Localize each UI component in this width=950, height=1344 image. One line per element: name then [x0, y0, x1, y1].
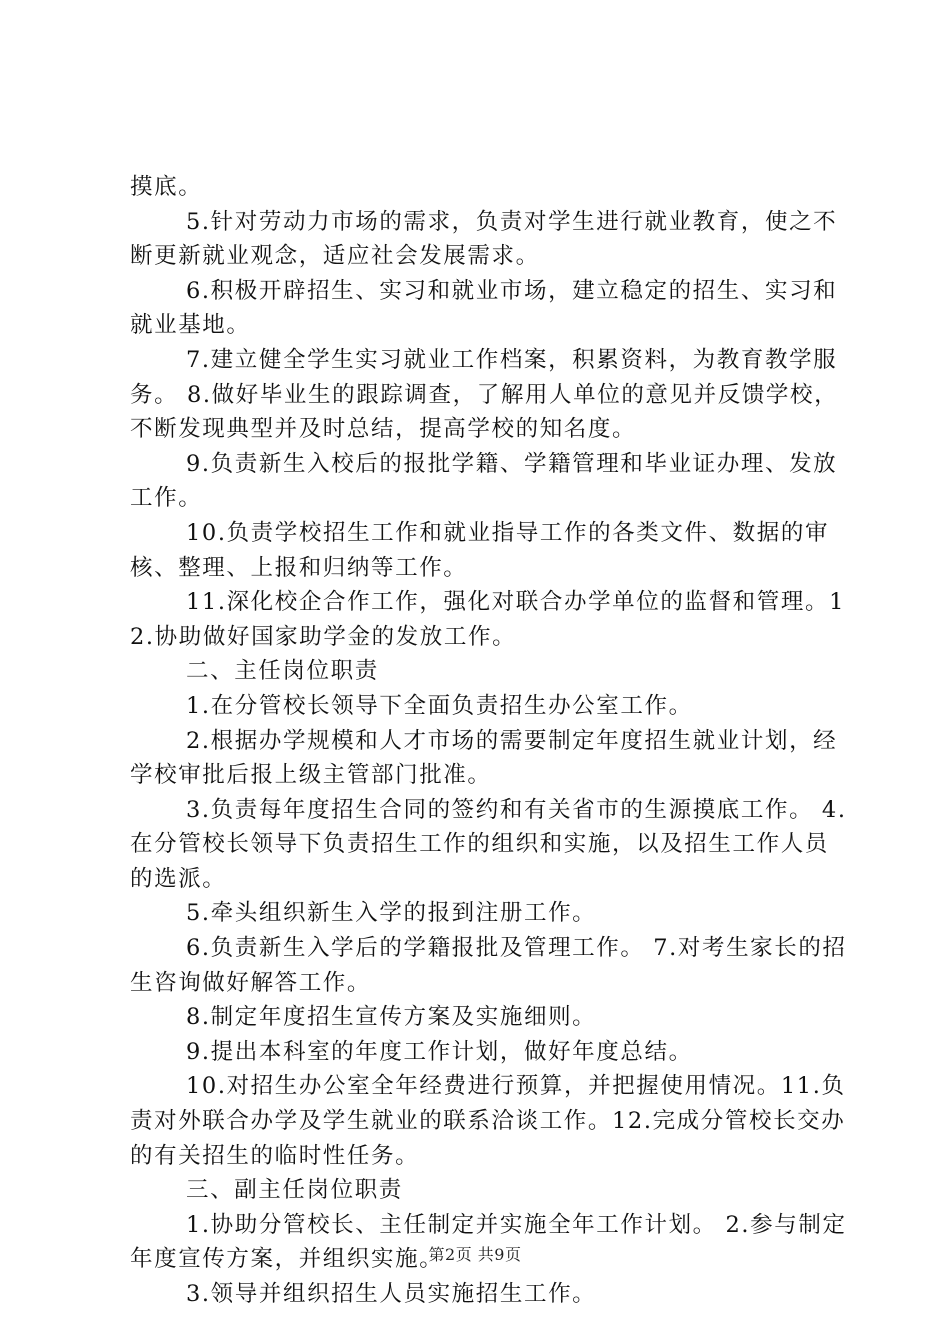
paragraph: 7.建立健全学生实习就业工作档案，积累资料，为教育教学服务。 8.做好毕业生的跟踪调查，了解用人单位的意见并反馈学校，不断发现典型并及时总结，提高学校的知名度。 [130, 346, 839, 443]
paragraph: 11.深化校企合作工作，强化对联合办学单位的监督和管理。12.协助做好国家助学金的发放工作。 [130, 589, 845, 650]
paragraph: 9.提出本科室的年度工作计划，做好年度总结。 [186, 1038, 693, 1065]
paragraph: 5.针对劳动力市场的需求，负责对学生进行就业教育，使之不断更新就业观念，适应社会发展需求。 [130, 208, 838, 270]
paragraph: 摸底。 [130, 174, 203, 200]
paragraph: 二、主任岗位职责 [186, 658, 379, 685]
paragraph: 6.积极开辟招生、实习和就业市场，建立稳定的招生、实习和就业基地。 [130, 277, 838, 339]
paragraph: 1.协助分管校长、主任制定并实施全年工作计划。 2.参与制定年度宣传方案，并组织实施。 [130, 1211, 847, 1273]
paragraph: 3.领导并组织招生人员实施招生工作。 [186, 1281, 597, 1307]
document-body [130, 170, 850, 1312]
paragraph: 2.根据办学规模和人才市场的需要制定年度招生就业计划，经学校审批后报上级主管部门批准。 [130, 727, 838, 789]
paragraph: 3.负责每年度招生合同的签约和有关省市的生源摸底工作。 4.在分管校长领导下负责招生工作的组织和实施，以及招生工作人员的选派。 [130, 796, 847, 892]
paragraph: 1.在分管校长领导下全面负责招生办公室工作。 [186, 692, 693, 719]
paragraph: 9.负责新生入校后的报批学籍、学籍管理和毕业证办理、发放工作。 [130, 450, 838, 512]
paragraph: 8.制定年度招生宣传方案及实施细则。 [186, 1004, 597, 1031]
page-number-footer: 第2页 共9页 [428, 1245, 522, 1264]
paragraph: 6.负责新生入学后的学籍报批及管理工作。 7.对考生家长的招生咨询做好解答工作。 [130, 935, 847, 996]
paragraph: 三、副主任岗位职责 [186, 1177, 403, 1204]
paragraph: 10.对招生办公室全年经费进行预算，并把握使用情况。11.负责对外联合办学及学生就业的联系洽谈工作。12.完成分管校长交办的有关招生的临时性任务。 [130, 1073, 846, 1169]
paragraph: 10.负责学校招生工作和就业指导工作的各类文件、数据的审核、整理、上报和归纳等工作。 [130, 519, 830, 581]
paragraph: 5.牵头组织新生入学的报到注册工作。 [186, 900, 597, 927]
